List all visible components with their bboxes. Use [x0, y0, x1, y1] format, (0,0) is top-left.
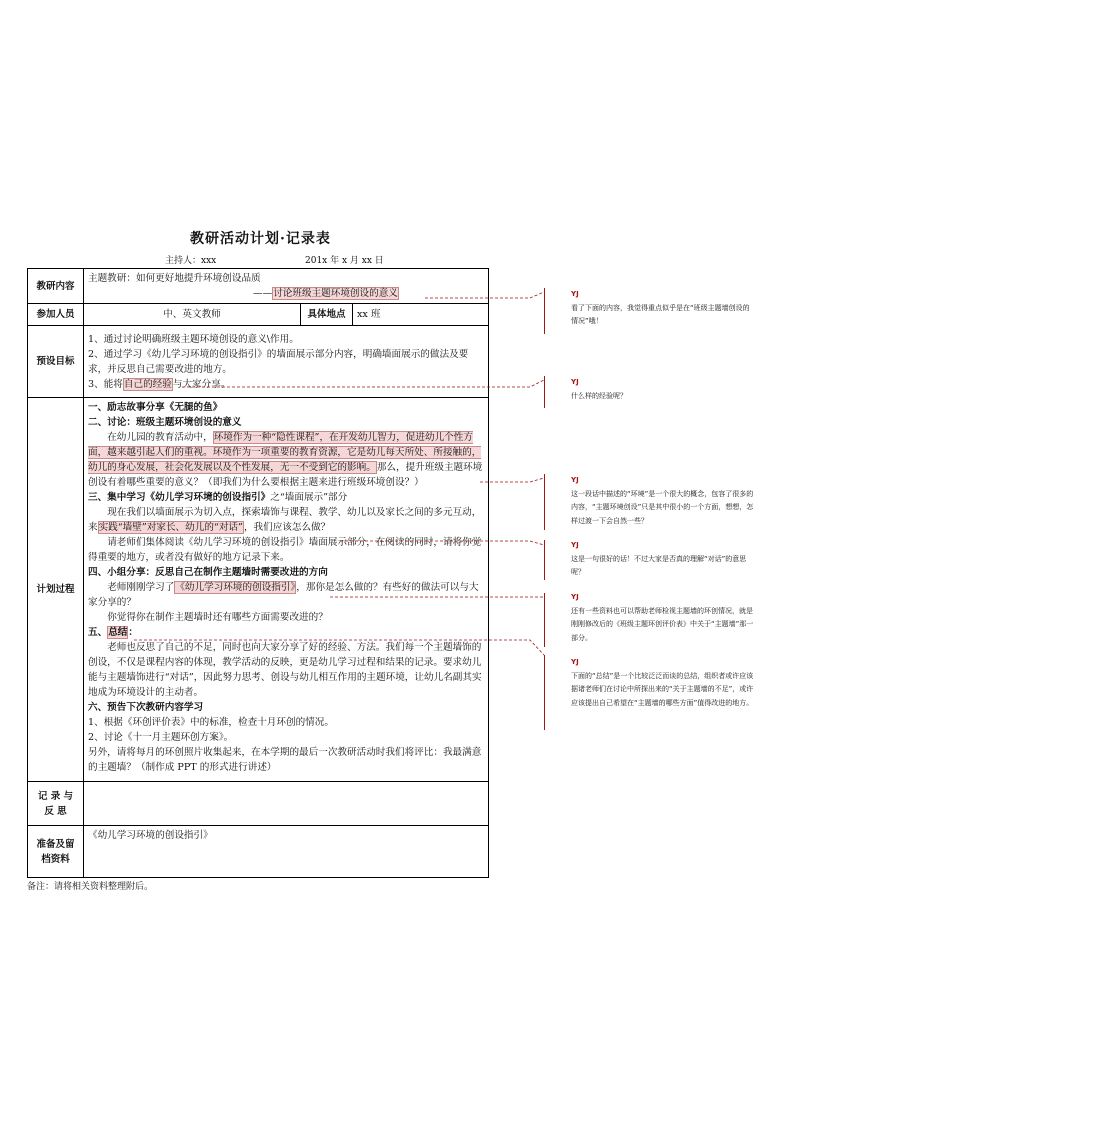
comment-text: 这是一句很好的话！不过大家是否真的理解“对话”的意思呢？: [571, 554, 747, 576]
label-place: 具体地点: [301, 304, 353, 326]
comment-4[interactable]: [571, 539, 756, 580]
goal-3-highlight[interactable]: 自己的经验: [123, 379, 172, 390]
process-s4: 四、小组分享：反思自己在制作主题墙时需要改进的方向: [88, 567, 328, 578]
process-p3: 现在我们以墙面展示为切入点，探索墙饰与课程、教学、幼儿以及家长之间的多元互动，来实践“墙壁”对家长、幼儿的“对话”，我们应该怎么做？: [88, 507, 482, 533]
connector-3: [480, 478, 544, 482]
label-content: 教研内容: [28, 269, 84, 304]
footer-note: 备注：请将相关资料整理附后。: [27, 882, 154, 892]
process-p2-highlight[interactable]: 环境作为一种“隐性课程”，在开发幼儿智力，促进幼儿个性方面，越来越引起人们的重视。环境作为一项重要的教育资源，它是幼儿每天所处、所接触的，幼儿的身心发展，社会化发展以及个性发展，无一不受到它的影响。: [88, 432, 482, 473]
process-p4: 老师刚刚学习了《幼儿学习环境的创设指引》，那你是怎么做的？有些好的做法可以与大家分享的？: [88, 582, 479, 608]
content-theme: 主题教研：如何更好地提升环境创设品质: [88, 273, 261, 284]
content-sub-highlight[interactable]: 讨论班级主题环境创设的意义: [273, 288, 398, 299]
process-s3: 三、集中学习《幼儿学习环境的创设指引》之“墙面展示”部分: [88, 492, 348, 503]
label-materials: 准备及留档资料: [28, 826, 84, 878]
comment-author: YJ: [571, 290, 579, 298]
process-s5: 五、总结：: [88, 627, 138, 638]
comment-bar-1: [544, 288, 545, 334]
comment-text: 什么样的经验呢？: [571, 391, 627, 400]
process-p6-1: 1、根据《环创评价表》中的标准，检查十月环创的情况。: [88, 717, 334, 728]
goal-1: 1、通过讨论明确班级主题环境创设的意义\作用。: [88, 334, 299, 345]
comment-author: YJ: [571, 658, 579, 666]
process-s6: 六、预告下次教研内容学习: [88, 702, 204, 713]
process-p6-3: 另外，请将每月的环创照片收集起来，在本学期的最后一次教研活动时我们将评比：我最满意的主题墙？（制作成 PPT 的形式进行讲述）: [88, 747, 482, 773]
comment-bar-3: [544, 474, 545, 530]
process-p2: 在幼儿园的教育活动中，环境作为一种“隐性课程”，在开发幼儿智力，促进幼儿个性方面，越来越引起人们的重视。环境作为一项重要的教育资源，它是幼儿每天所处、所接触的，幼儿的身心发展，社会化发展以及个性发展，无一不受到它的影响。那么，提升班级主题环境创设有着哪些重要的意义？（即我们为什么要根据主题来进行班级环境创设？）: [88, 432, 483, 488]
page-title: 教研活动计划·记录表: [190, 231, 331, 247]
place-value: xx 班: [353, 304, 489, 326]
process-p5: 老师也反思了自己的不足，同时也向大家分享了好的经验、方法。我们每一个主题墙饰的创设，不仅是课程内容的体现，教学活动的反映，更是幼儿学习过程和结果的记录。要求幼儿能与主题墙饰进行“对话”，因此努力思考、创设与幼儿相互作用的主题环境，让幼儿名副其实地成为环境设计的主动者。: [88, 642, 482, 698]
comment-1[interactable]: [571, 288, 756, 329]
comment-bar-6: [544, 655, 545, 730]
process-s2: 二、讨论：班级主题环境创设的意义: [88, 417, 242, 428]
comment-6[interactable]: [571, 656, 756, 710]
goal-2: 2、通过学习《幼儿学习环境的创设指引》的墙面展示部分内容，明确墙面展示的做法及要求，并反思自己需要改进的地方。: [88, 349, 469, 375]
comment-text: 还有一些资料也可以帮助老师检视主题墙的环创情况，就是刚刚修改后的《班级主题环创评价表》中关于“主题墙”那一部分。: [571, 606, 754, 642]
process-s1: 一、励志故事分享《无腿的鱼》: [88, 402, 223, 413]
label-goals: 预设目标: [28, 326, 84, 398]
label-process: 计划过程: [28, 398, 84, 782]
comment-author: YJ: [571, 476, 579, 484]
label-record: 记 录 与 反 思: [28, 782, 84, 826]
comment-author: YJ: [571, 541, 579, 549]
process-p3-highlight[interactable]: 实践“墙壁”对家长、幼儿的“对话”: [98, 522, 243, 533]
date-label: 201x 年 x 月 xx 日: [305, 256, 384, 266]
comment-text: 看了下面的内容，我觉得重点似乎是在“班级主题墙创设的情况”哦！: [571, 303, 750, 325]
label-participants: 参加人员: [28, 304, 84, 326]
connector-4: [340, 541, 544, 545]
process-p3-2: 请老师们集体阅读《幼儿学习环境的创设指引》墙面展示部分，在阅读的同时，请将你觉得重要的地方，或者没有做好的地方记录下来。: [88, 537, 482, 563]
comment-author: YJ: [571, 378, 579, 386]
connector-1: [425, 292, 544, 298]
comment-author: YJ: [571, 593, 579, 601]
host-label: 主持人：xxx: [165, 256, 217, 266]
connector-2: [182, 380, 544, 387]
comment-2[interactable]: [571, 376, 756, 403]
connector-6: [134, 640, 544, 655]
process-p4-highlight[interactable]: 《幼儿学习环境的创设指引》: [175, 582, 296, 593]
process-p6-2: 2、讨论《十一月主题环创方案》。: [88, 732, 234, 743]
comment-bar-2: [544, 376, 545, 408]
participants-value: 中、英文教师: [84, 304, 301, 326]
comment-text: 下面的“总结”是一个比较泛泛而谈的总结，组织者或许应该据诸老师们在讨论中所探出来的“关于主题墙的不足”，或许应该提出自己希望在“主题墙的哪些方面”值得改进的地方。: [571, 671, 754, 707]
process-s5-highlight[interactable]: 总结: [108, 627, 128, 638]
materials-value: 《幼儿学习环境的创设指引》: [84, 826, 489, 878]
comment-text: 这一段话中描述的“环境”是一个很大的概念，包容了很多的内容，“主题环境创设”只是其中很小的一个方面，想想，怎样过渡一下会自然一些？: [571, 489, 754, 525]
comment-bar-4: [544, 540, 545, 580]
process-p4-2: 你觉得你在制作主题墙时还有哪些方面需要改进的？: [107, 612, 328, 623]
content-subtitle: ——讨论班级主题环境创设的意义: [253, 288, 398, 299]
comment-5[interactable]: [571, 591, 756, 645]
goal-3: 3、能将自己的经验与大家分享。: [88, 379, 231, 390]
comment-3[interactable]: [571, 474, 756, 528]
comment-bar-5: [544, 593, 545, 647]
